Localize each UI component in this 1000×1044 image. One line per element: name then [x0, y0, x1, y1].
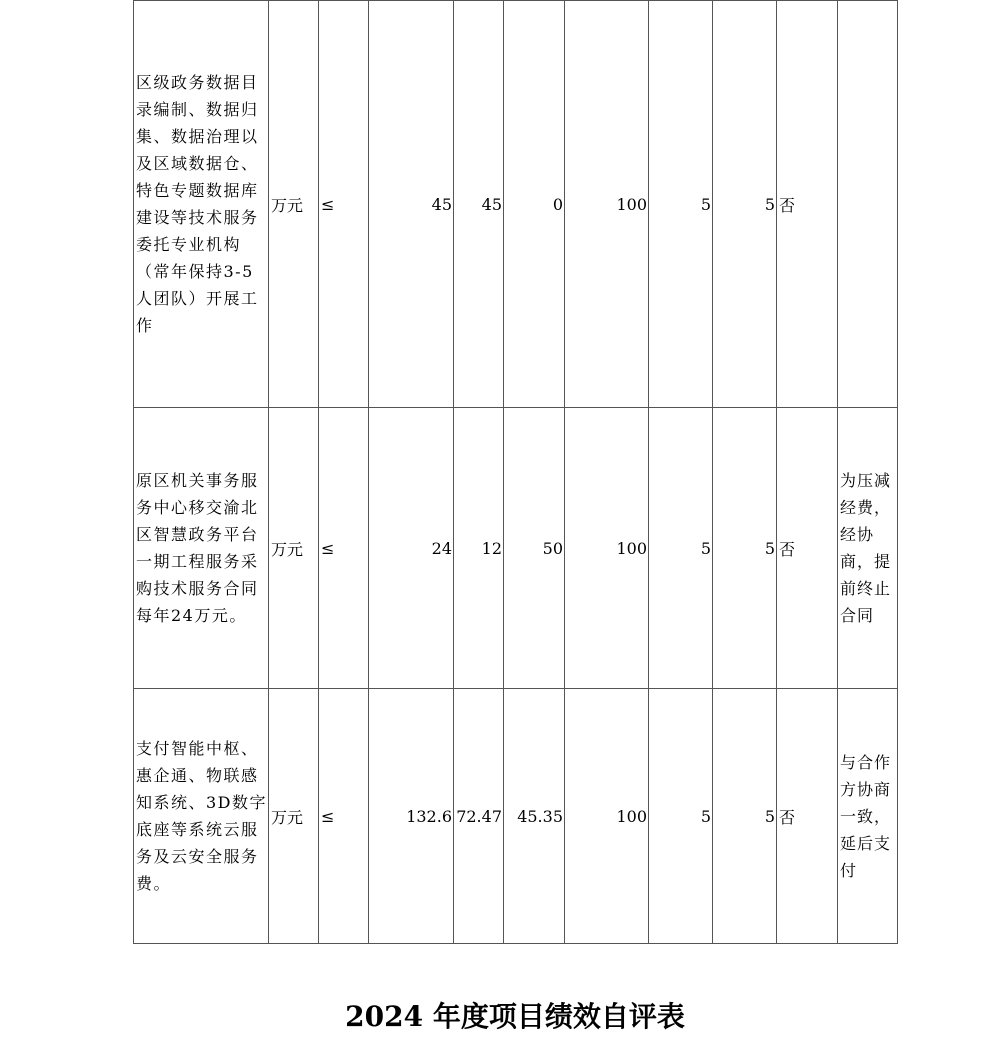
score-cell: 5 [713, 408, 777, 689]
indicator-name-cell: 区级政务数据目录编制、数据归集、数据治理以及区域数据仓、特色专题数据库建设等技术服务委托专业机构（常年保持3-5人团队）开展工作 [134, 1, 269, 408]
annual-target-cell: 132.6 [369, 689, 454, 944]
actual-value-cell: 12 [454, 408, 504, 689]
unit-cell: 万元 [269, 408, 319, 689]
rate-cell: 100 [565, 689, 649, 944]
annual-target-cell: 24 [369, 408, 454, 689]
rate-cell: 100 [565, 408, 649, 689]
note-cell: 为压减经费，经协商，提前终止合同 [838, 408, 898, 689]
deviation-cell: 50 [504, 408, 565, 689]
indicator-name-cell: 支付智能中枢、惠企通、物联感知系统、3D数字底座等系统云服务及云安全服务费。 [134, 689, 269, 944]
note-cell: 与合作方协商一致，延后支付 [838, 689, 898, 944]
rate-cell: 100 [565, 1, 649, 408]
weight-cell: 5 [649, 408, 713, 689]
weight-cell: 5 [649, 689, 713, 944]
score-cell: 5 [713, 689, 777, 944]
table-row [134, 689, 898, 944]
operator-cell: ≤ [319, 408, 369, 689]
actual-value-cell: 72.47 [454, 689, 504, 944]
flag-cell: 否 [777, 689, 838, 944]
note-cell [838, 1, 898, 408]
unit-cell: 万元 [269, 689, 319, 944]
score-cell: 5 [713, 1, 777, 408]
operator-cell: ≤ [319, 689, 369, 944]
flag-cell: 否 [777, 1, 838, 408]
deviation-cell: 0 [504, 1, 565, 408]
operator-cell: ≤ [319, 1, 369, 408]
indicator-name-cell: 原区机关事务服务中心移交渝北区智慧政务平台一期工程服务采购技术服务合同每年24万元。 [134, 408, 269, 689]
actual-value-cell: 45 [454, 1, 504, 408]
annual-target-cell: 45 [369, 1, 454, 408]
flag-cell: 否 [777, 408, 838, 689]
table-row [134, 1, 898, 408]
page-title: 2024 年度项目绩效自评表 [345, 1000, 685, 1033]
performance-table [133, 0, 898, 944]
deviation-cell: 45.35 [504, 689, 565, 944]
weight-cell: 5 [649, 1, 713, 408]
table-row [134, 408, 898, 689]
unit-cell: 万元 [269, 1, 319, 408]
